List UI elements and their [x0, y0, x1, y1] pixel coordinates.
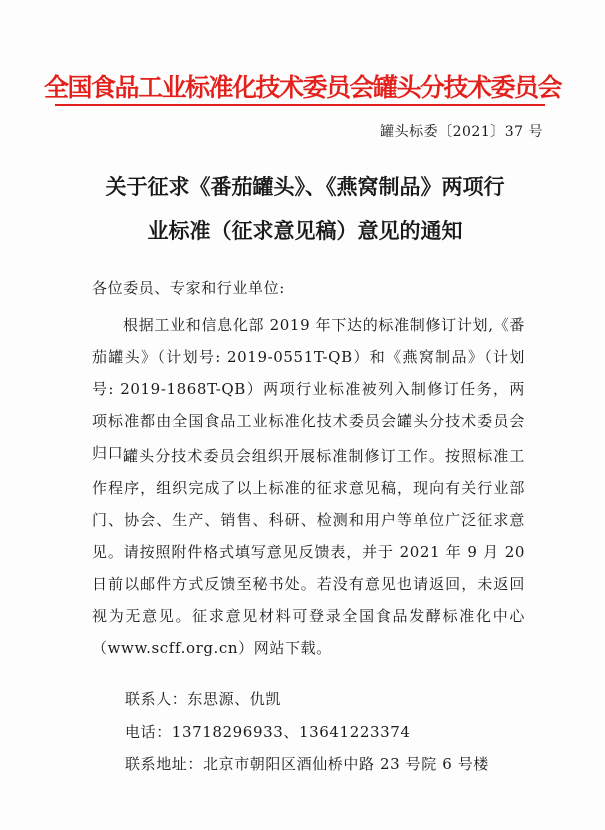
salutation: 各位委员、专家和行业单位: [92, 279, 285, 297]
notice-title-line-2: 业标准（征求意见稿）意见的通知 [147, 218, 463, 243]
notice-title-line-1: 关于征求《番茄罐头》、《燕窝制品》两项行 [105, 174, 505, 199]
committee-header-title: 全国食品工业标准化技术委员会罐头分技术委员会 [43, 73, 561, 102]
document-number: 罐头标委〔2021〕37 号 [380, 124, 543, 140]
contact-person: 联系人：东思源、仇凯 [125, 690, 282, 708]
header-red-rule [55, 104, 545, 106]
body-paragraph-1: 根据工业和信息化部 2019 年下达的标准制修订计划,《番茄罐头》（计划号: 2019-0551T-QB）和《燕窝制品》（计划号: 2019-1868T-QB）两项行业标准被列入制修订任务，两项标准都由全国食品工业标准化技术委员会罐头分技术委员会归口。 [92, 316, 525, 462]
contact-address: 联系地址：北京市朝阳区酒仙桥中路 23 号院 6 号楼 [125, 755, 489, 773]
body-paragraph-2: 罐头分技术委员会组织开展标准制修订工作。按照标准工作程序，组织完成了以上标准的征求意见稿，现向有关行业部门、协会、生产、销售、科研、检测和用户等单位广泛征求意见。请按照附件格式填写意见反馈表，并于 2021 年 9 月 20 日前以邮件方式反馈至秘书处。若没有意见也请返回，未返回视为无意见。征求意见材料可登录全国食品发酵标准化中心（www.scff.org.cn）网站下载。 [92, 447, 525, 657]
notice-title [70, 165, 540, 253]
contact-phone: 电话：13718296933、13641223374 [125, 723, 411, 741]
